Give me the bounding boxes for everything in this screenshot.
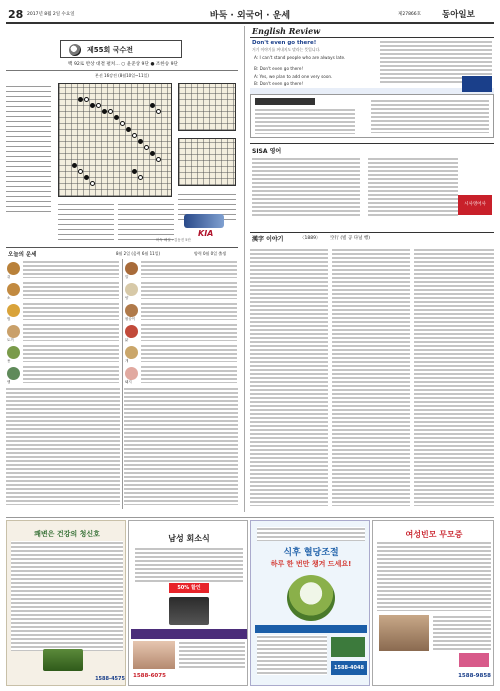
hanja-text-col3 xyxy=(414,248,494,506)
ad4-photo xyxy=(379,615,429,651)
ad2-text xyxy=(135,547,243,583)
fortune-sign xyxy=(124,259,238,279)
fortune-text xyxy=(23,323,119,341)
english-item-2: B: Don't even go there! xyxy=(254,66,304,71)
ad2-text-2 xyxy=(179,641,245,669)
fortune-lower-left xyxy=(6,387,120,505)
white-stone xyxy=(138,175,143,180)
fortune-sign-name: 용 xyxy=(7,359,11,363)
kia-emblem xyxy=(184,214,224,228)
ad2-purple-banner xyxy=(131,629,247,639)
white-stone xyxy=(120,121,125,126)
board-stones xyxy=(58,83,172,197)
english-review-headline: Don't even go there! xyxy=(252,40,317,46)
ad4-text-2 xyxy=(433,615,491,651)
ad3-top-text xyxy=(257,527,365,541)
ad-bowel-health[interactable] xyxy=(6,520,126,686)
fortune-header xyxy=(6,249,238,259)
hanja-section xyxy=(250,234,494,510)
match-line: 백 92로 반상 대결 펼쳐… ○ 윤준상 9단 ● 조한승 9단 xyxy=(68,62,178,67)
white-stone xyxy=(132,133,137,138)
page-code: 제27866호 xyxy=(398,12,422,17)
fortune-sign xyxy=(6,280,120,300)
fortune-sign xyxy=(124,301,238,321)
black-stone xyxy=(126,127,131,132)
fortune-sign xyxy=(6,322,120,342)
zodiac-rat-icon xyxy=(7,262,20,275)
page-number: 28 xyxy=(8,8,24,21)
fortune-date: 8월 2일 (음력 6월 11일) xyxy=(116,251,161,256)
white-stone xyxy=(90,181,95,186)
header-rule xyxy=(6,22,494,24)
ad1-product-image xyxy=(43,649,83,671)
fortune-top-rule xyxy=(6,247,238,248)
zodiac-horse-icon xyxy=(125,262,138,275)
english-review-rule xyxy=(250,37,494,38)
white-stone xyxy=(84,97,89,102)
hanja-number: 〈1889〉 xyxy=(300,236,321,241)
baduk-footer-note: 바둑 해설 : 김동진 5단 xyxy=(156,238,191,242)
black-stone xyxy=(90,103,95,108)
ad4-title: 여성빈모 무모증 xyxy=(405,530,463,539)
ad2-product-image xyxy=(169,597,209,625)
issue-date: 2017년 8월 2일 수요일 xyxy=(27,12,75,17)
ad2-phone: 1588-6075 xyxy=(133,673,166,679)
english-item-3: A: Yes, we plan to add one very soon. xyxy=(254,74,333,79)
mini-lesson-text-right xyxy=(371,99,489,133)
fortune-text xyxy=(141,365,237,383)
ad3-text xyxy=(257,635,327,675)
sisa-logo-box: 시사영어사 xyxy=(458,195,492,215)
fortune-title: 오늘의 운세 xyxy=(8,252,37,258)
ad2-highlight: 50% 할인 xyxy=(169,583,209,593)
fortune-sign-name: 닭 xyxy=(125,338,129,342)
white-stone xyxy=(108,109,113,114)
kia-wordmark: KIA xyxy=(198,229,214,238)
section-title: 바둑 · 외국어 · 운세 xyxy=(209,11,291,21)
black-stone xyxy=(132,169,137,174)
ads-top-rule xyxy=(6,517,494,518)
ad-womens-hair[interactable] xyxy=(372,520,494,686)
zodiac-snake-icon xyxy=(7,367,20,380)
white-stone xyxy=(78,169,83,174)
english-item-1: A: I can't stand people who are always late. xyxy=(254,55,346,60)
zodiac-tiger-icon xyxy=(7,304,20,317)
fortune-sign-name: 토끼 xyxy=(7,338,14,342)
black-stone xyxy=(72,163,77,168)
zodiac-monkey-icon xyxy=(125,304,138,317)
game-record: 본선 16강전 (8월10일~11일) xyxy=(95,73,149,78)
fortune-text xyxy=(23,281,119,299)
mini-lesson-text-left xyxy=(255,108,355,134)
ad1-title: 쾌변은 건강의 청신호 xyxy=(34,530,100,538)
fortune-divider xyxy=(122,259,123,509)
black-stone xyxy=(150,103,155,108)
baduk-logo xyxy=(69,44,81,56)
english-qr-badge xyxy=(462,76,492,92)
zodiac-sheep-icon xyxy=(125,283,138,296)
mini-lesson-title xyxy=(255,98,315,105)
fortune-text xyxy=(141,302,237,320)
fortune-text xyxy=(141,260,237,278)
ad-mens-health[interactable] xyxy=(128,520,248,686)
variation-board-2 xyxy=(178,138,236,186)
zodiac-dog-icon xyxy=(125,346,138,359)
ad3-product-image xyxy=(287,575,335,621)
fortune-lower-right xyxy=(124,387,238,505)
black-stone xyxy=(102,109,107,114)
sisa-english-section xyxy=(250,145,494,229)
fortune-sign xyxy=(6,259,120,279)
black-stone xyxy=(150,151,155,156)
fortune-birth-header: 양력 0월 0일 출생 xyxy=(194,251,227,256)
white-stone xyxy=(156,157,161,162)
zodiac-rabbit-icon xyxy=(7,325,20,338)
baduk-commentary-col3 xyxy=(118,202,174,242)
fortune-text xyxy=(23,302,119,320)
hanja-title: 漢字 이야기 xyxy=(252,236,284,243)
fortune-sign-name: 양 xyxy=(125,296,129,300)
variation-board-1 xyxy=(178,83,236,131)
english-review-title: English Review xyxy=(252,26,321,36)
black-stone xyxy=(84,175,89,180)
hanja-header xyxy=(250,234,494,244)
white-stone xyxy=(96,103,101,108)
ad3-banner xyxy=(255,625,367,633)
page-header xyxy=(0,0,500,22)
ad4-product-box xyxy=(459,653,489,667)
fortune-sign xyxy=(6,301,120,321)
fortune-sign xyxy=(6,364,120,384)
ad3-headline: 식후 혈당조절 xyxy=(283,548,339,558)
ad1-text xyxy=(11,541,123,651)
fortune-sign xyxy=(6,343,120,363)
fortune-sign xyxy=(124,280,238,300)
english-item-4: B: Don't even go there! xyxy=(254,81,304,86)
zodiac-pig-icon xyxy=(125,367,138,380)
white-stone xyxy=(156,109,161,114)
hanja-top-rule xyxy=(250,232,494,233)
baduk-rule xyxy=(6,70,238,71)
ad2-title: 남성 회소식 xyxy=(168,534,210,543)
fortune-text xyxy=(141,344,237,362)
fortune-text xyxy=(23,344,119,362)
ad-blood-sugar[interactable] xyxy=(250,520,370,686)
fortune-sign-name: 쥐 xyxy=(7,275,11,279)
ad3-phone: 1588-4048 xyxy=(331,661,367,675)
ad1-phone: 1588-4575 xyxy=(95,676,125,682)
sisa-text-left xyxy=(252,157,360,217)
black-stone xyxy=(114,115,119,120)
fortune-columns xyxy=(6,259,238,511)
fortune-text xyxy=(23,365,119,383)
ad3-subline: 하루 한 번만 챙겨 드세요! xyxy=(270,560,352,568)
ad3-product-box xyxy=(331,637,365,657)
fortune-text xyxy=(23,260,119,278)
sisa-top-rule xyxy=(250,143,494,144)
ad4-phone: 1588-9858 xyxy=(458,673,491,679)
center-divider xyxy=(244,26,245,512)
sisa-text-right xyxy=(368,157,458,217)
fortune-text xyxy=(141,323,237,341)
fortune-sign-name: 소 xyxy=(7,296,11,300)
hanja-text-col2 xyxy=(332,248,410,506)
black-stone xyxy=(138,139,143,144)
zodiac-ox-icon xyxy=(7,283,20,296)
fortune-sign xyxy=(124,364,238,384)
sisa-title: SISA 영어 xyxy=(252,148,282,155)
newspaper-logo: 동아일보 xyxy=(442,10,475,20)
fortune-sign xyxy=(124,322,238,342)
fortune-sign xyxy=(124,343,238,363)
ad2-celebrity-photo xyxy=(133,641,175,669)
sponsor-logo xyxy=(178,212,236,242)
black-stone xyxy=(78,97,83,102)
fortune-sign-name: 말 xyxy=(125,275,129,279)
fortune-sign-name: 개 xyxy=(125,359,129,363)
hanja-headline: 空行 (빌 공 다닐 행) xyxy=(330,236,370,241)
zodiac-rooster-icon xyxy=(125,325,138,338)
fortune-sign-name: 돼지 xyxy=(125,380,132,384)
english-review-subtitle: 거기 이야기를 꺼내지도 말라는 뜻입니다. xyxy=(252,47,321,52)
hanja-text-col1 xyxy=(250,248,328,506)
baduk-title-box xyxy=(60,40,182,58)
fortune-sign-name: 뱀 xyxy=(7,380,11,384)
zodiac-dragon-icon xyxy=(7,346,20,359)
white-stone xyxy=(144,145,149,150)
fortune-text xyxy=(141,281,237,299)
baduk-commentary-col1 xyxy=(6,84,51,214)
ad4-text xyxy=(377,541,491,611)
mini-lesson-box xyxy=(250,94,494,138)
baduk-commentary-col2 xyxy=(58,202,114,242)
tournament-title: 제55회 국수전 xyxy=(87,46,133,54)
fortune-sign-name: 원숭이 xyxy=(125,317,136,321)
fortune-sign-name: 범 xyxy=(7,317,11,321)
